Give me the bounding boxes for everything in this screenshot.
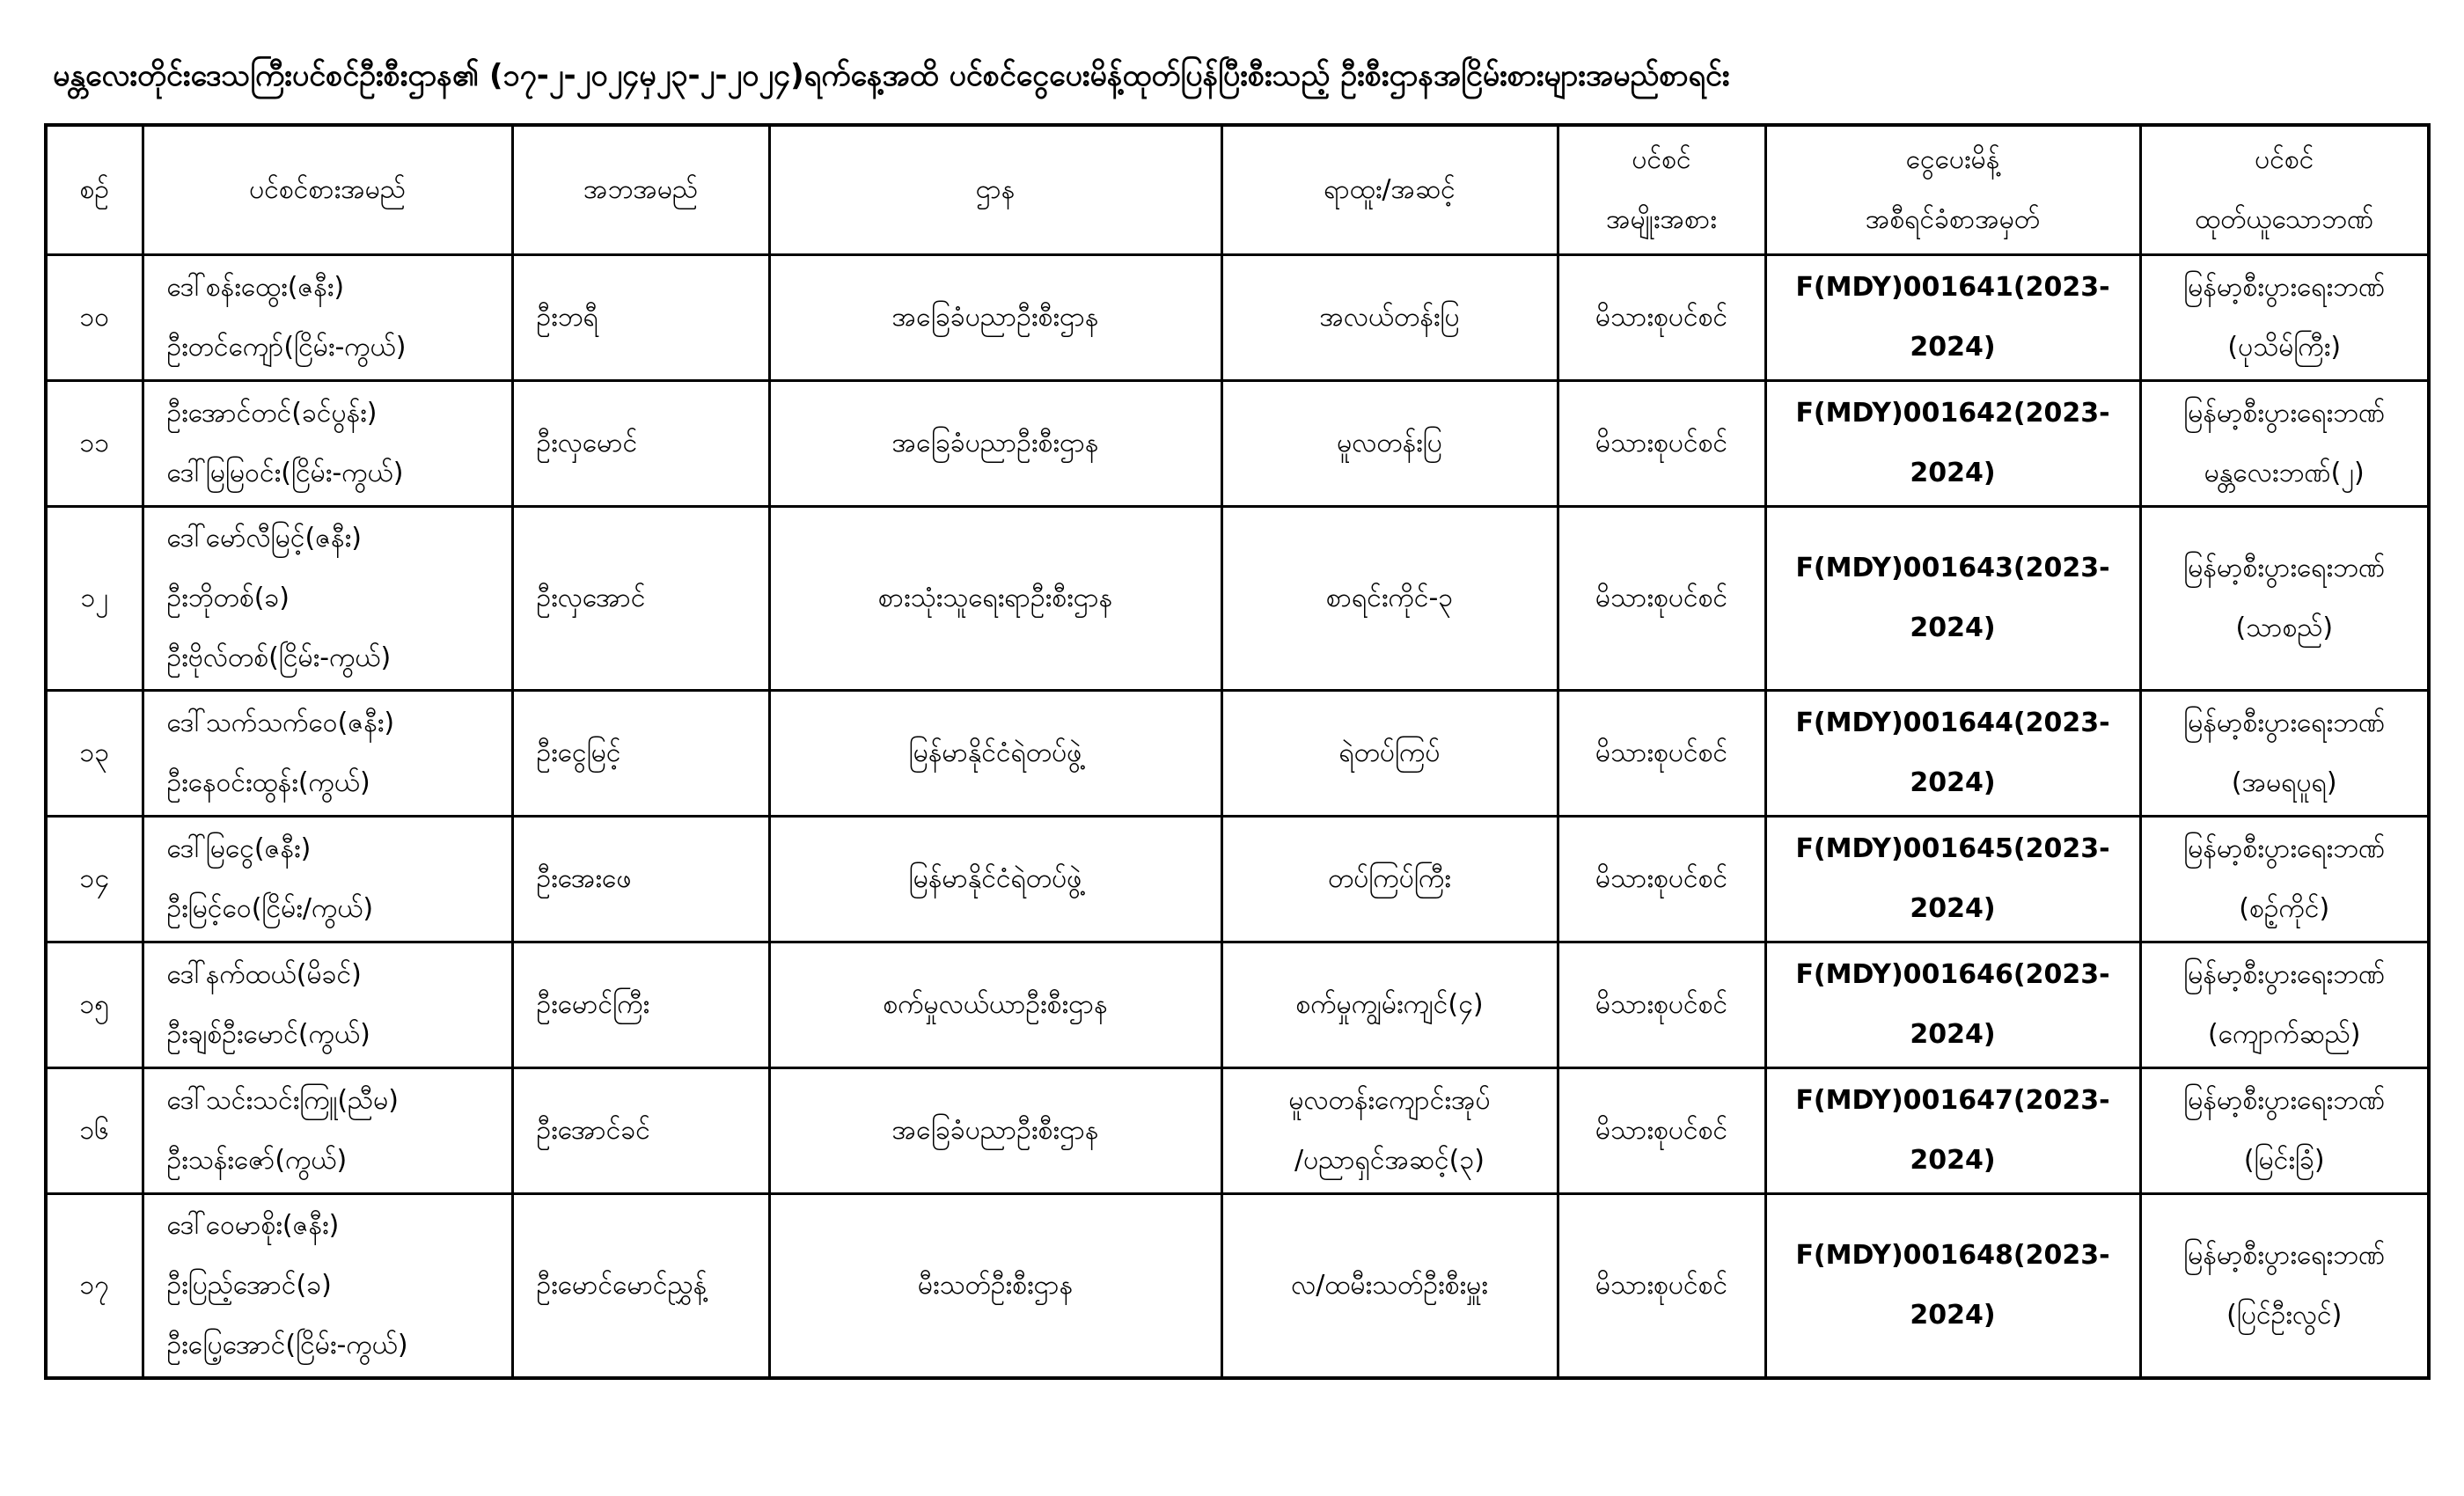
table-row: [46, 1194, 2429, 1379]
table-row: [46, 817, 2429, 942]
position-cell: ရဲတပ်ကြပ်: [1221, 691, 1558, 817]
father-name-cell: ဦးလှမောင်: [512, 381, 769, 507]
pension-type-cell: မိသားစုပင်စင်: [1558, 1068, 1765, 1194]
bank-cell: မြန်မာ့စီးပွားရေးဘဏ် (မြင်းခြံ): [2140, 1068, 2429, 1194]
report-number-cell: F(MDY)001647(2023-2024): [1765, 1068, 2140, 1194]
table-row: [46, 691, 2429, 817]
position-cell: လ/ထမီးသတ်ဦးစီးမှူး: [1221, 1194, 1558, 1379]
serial-cell: ၁၄: [46, 817, 143, 942]
serial-cell: ၁၅: [46, 942, 143, 1068]
bank-cell: မြန်မာ့စီးပွားရေးဘဏ် (ကျောက်ဆည်): [2140, 942, 2429, 1068]
table-row: [46, 942, 2429, 1068]
table-row: [46, 1068, 2429, 1194]
position-cell: စက်မှုကျွမ်းကျင်(၄): [1221, 942, 1558, 1068]
bank-cell: မြန်မာ့စီးပွားရေးဘဏ် (အမရပူရ): [2140, 691, 2429, 817]
header-bank: ပင်စင် ထုတ်ယူသောဘဏ်: [2140, 125, 2429, 255]
father-name-cell: ဦးအေးဖေ: [512, 817, 769, 942]
pensioner-name-cell: ဒေါ်သင်းသင်းကြူ(ညီမ) ဦးသန်းဇော်(ကွယ်): [143, 1068, 512, 1194]
position-cell: စာရင်းကိုင်-၃: [1221, 507, 1558, 691]
position-cell: မူလတန်းကျောင်းအုပ် /ပညာရှင်အဆင့်(၃): [1221, 1068, 1558, 1194]
document-title: မန္တလေးတိုင်းဒေသကြီးပင်စင်ဦးစီးဌာန၏ (၁၇-၂-၂၀၂၄မှ၂၃-၂-၂၀၂၄)ရက်နေ့အထိ ပင်စင်ငွေပေးမိန့်ထုတ်ပြန်ပြီးစီးသည့် ဦးစီးဌာနအငြိမ်းစားများအမည်စာရင်း: [53, 58, 1730, 93]
department-cell: အခြေခံပညာဦးစီးဌာန: [769, 381, 1221, 507]
report-number-cell: F(MDY)001646(2023-2024): [1765, 942, 2140, 1068]
pension-type-cell: မိသားစုပင်စင်: [1558, 691, 1765, 817]
table-row: [46, 381, 2429, 507]
position-cell: အလယ်တန်းပြ: [1221, 255, 1558, 381]
serial-cell: ၁၇: [46, 1194, 143, 1379]
bank-cell: မြန်မာ့စီးပွားရေးဘဏ် (ပြင်ဦးလွင်): [2140, 1194, 2429, 1379]
pensioner-name-cell: ဒေါ်မြငွေ(ဇနီး) ဦးမြင့်ဝေ(ငြိမ်း/ကွယ်): [143, 817, 512, 942]
pension-type-cell: မိသားစုပင်စင်: [1558, 507, 1765, 691]
position-cell: တပ်ကြပ်ကြီး: [1221, 817, 1558, 942]
report-number-cell: F(MDY)001641(2023-2024): [1765, 255, 2140, 381]
table-row: [46, 255, 2429, 381]
pensioner-name-cell: ဒေါ်မော်လီမြင့်(ဇနီး) ဦးဘိုတစ်(ခ) ဦးဗိုလ်တစ်(ငြိမ်း-ကွယ်): [143, 507, 512, 691]
pensioner-name-cell: ဒေါ်စန်းထွေး(ဇနီး) ဦးတင်ကျော်(ငြိမ်း-ကွယ်): [143, 255, 512, 381]
header-pensioner-name: ပင်စင်စားအမည်: [143, 125, 512, 255]
department-cell: မီးသတ်ဦးစီးဌာန: [769, 1194, 1221, 1379]
header-position: ရာထူး/အဆင့်: [1221, 125, 1558, 255]
report-number-cell: F(MDY)001644(2023-2024): [1765, 691, 2140, 817]
table-row: [46, 507, 2429, 691]
serial-cell: ၁၀: [46, 255, 143, 381]
pensioner-name-cell: ဒေါ်ဝေမာစိုး(ဇနီး) ဦးပြည့်အောင်(ခ) ဦးပြေ့အောင်(ငြိမ်း-ကွယ်): [143, 1194, 512, 1379]
position-cell: မူလတန်းပြ: [1221, 381, 1558, 507]
father-name-cell: ဦးလှအောင်: [512, 507, 769, 691]
pensioner-name-cell: ဒေါ်သက်သက်ဝေ(ဇနီး) ဦးနေဝင်းထွန်း(ကွယ်): [143, 691, 512, 817]
report-number-cell: F(MDY)001642(2023-2024): [1765, 381, 2140, 507]
pension-type-cell: မိသားစုပင်စင်: [1558, 942, 1765, 1068]
table-header-row: [46, 125, 2429, 255]
father-name-cell: ဦးအောင်ခင်: [512, 1068, 769, 1194]
bank-cell: မြန်မာ့စီးပွားရေးဘဏ် (ပုသိမ်ကြီး): [2140, 255, 2429, 381]
pension-type-cell: မိသားစုပင်စင်: [1558, 255, 1765, 381]
header-serial: စဉ်: [46, 125, 143, 255]
department-cell: စက်မှုလယ်ယာဦးစီးဌာန: [769, 942, 1221, 1068]
header-report-number: ငွေပေးမိန့် အစီရင်ခံစာအမှတ်: [1765, 125, 2140, 255]
father-name-cell: ဦးငွေမြင့်: [512, 691, 769, 817]
department-cell: မြန်မာနိုင်ငံရဲတပ်ဖွဲ့: [769, 691, 1221, 817]
department-cell: မြန်မာနိုင်ငံရဲတပ်ဖွဲ့: [769, 817, 1221, 942]
department-cell: အခြေခံပညာဦးစီးဌာန: [769, 255, 1221, 381]
pension-type-cell: မိသားစုပင်စင်: [1558, 1194, 1765, 1379]
serial-cell: ၁၂: [46, 507, 143, 691]
bank-cell: မြန်မာ့စီးပွားရေးဘဏ် မန္တလေးဘဏ်(၂): [2140, 381, 2429, 507]
header-pension-type: ပင်စင် အမျိုးအစား: [1558, 125, 1765, 255]
pension-records-table: [44, 123, 2431, 1380]
father-name-cell: ဦးမောင်မောင်ညွှန့်: [512, 1194, 769, 1379]
serial-cell: ၁၁: [46, 381, 143, 507]
serial-cell: ၁၃: [46, 691, 143, 817]
pension-type-cell: မိသားစုပင်စင်: [1558, 381, 1765, 507]
header-father-name: အဘအမည်: [512, 125, 769, 255]
father-name-cell: ဦးမောင်ကြီး: [512, 942, 769, 1068]
report-number-cell: F(MDY)001645(2023-2024): [1765, 817, 2140, 942]
department-cell: စားသုံးသူရေးရာဦးစီးဌာန: [769, 507, 1221, 691]
report-number-cell: F(MDY)001648(2023-2024): [1765, 1194, 2140, 1379]
pensioner-name-cell: ဒေါ်နက်ထယ်(မိခင်) ဦးချစ်ဦးမောင်(ကွယ်): [143, 942, 512, 1068]
father-name-cell: ဦးဘရီ: [512, 255, 769, 381]
pension-type-cell: မိသားစုပင်စင်: [1558, 817, 1765, 942]
bank-cell: မြန်မာ့စီးပွားရေးဘဏ် (စဥ့်ကိုင်): [2140, 817, 2429, 942]
report-number-cell: F(MDY)001643(2023-2024): [1765, 507, 2140, 691]
header-department: ဌာန: [769, 125, 1221, 255]
bank-cell: မြန်မာ့စီးပွားရေးဘဏ် (သာစည်): [2140, 507, 2429, 691]
department-cell: အခြေခံပညာဦးစီးဌာန: [769, 1068, 1221, 1194]
serial-cell: ၁၆: [46, 1068, 143, 1194]
pensioner-name-cell: ဦးအောင်တင်(ခင်ပွန်း) ဒေါ်မြမြဝင်း(ငြိမ်း-ကွယ်): [143, 381, 512, 507]
